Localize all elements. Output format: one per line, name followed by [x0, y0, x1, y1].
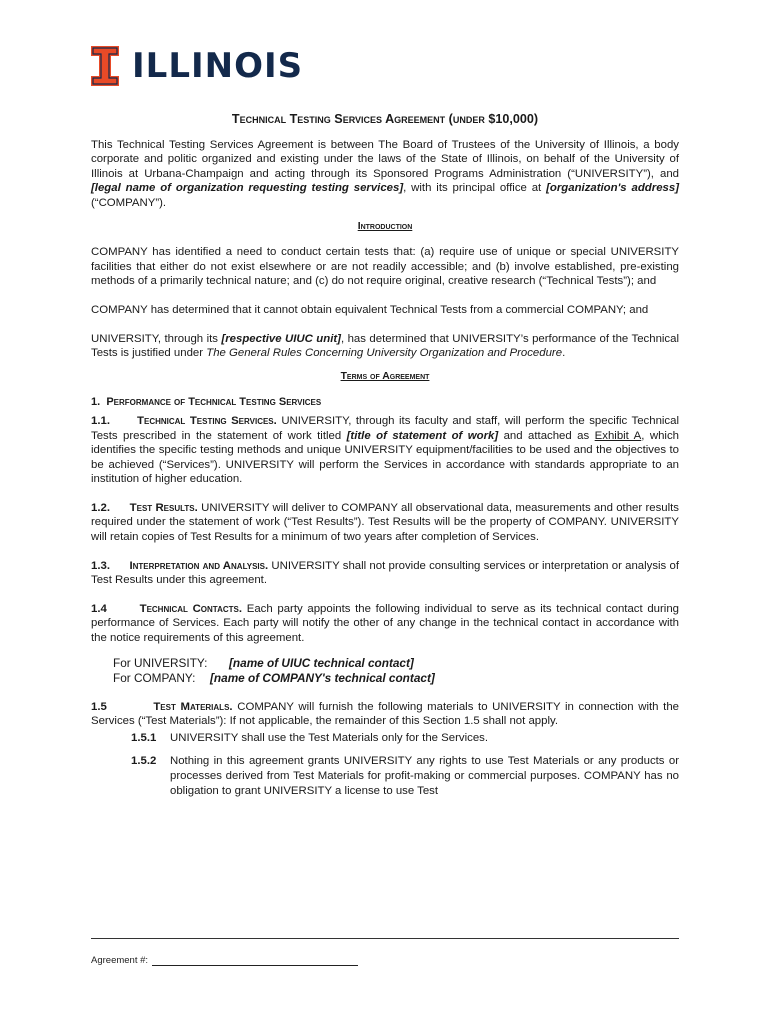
company-contact: For COMPANY: [name of COMPANY's technical contact] — [113, 670, 435, 685]
block-i-icon — [91, 46, 119, 86]
illinois-logo — [91, 46, 303, 86]
section-1-2: 1.2. Test Results. UNIVERSITY will deliver to COMPANY all observational data, measurements and other results required under the statement of work (“Test Results”). Test Results will be the property of COMPANY. UNIVERSITY will retain copies of Test Results for a minimum of two years after completion of Services. — [91, 501, 679, 544]
introduction-paragraph-2: COMPANY has determined that it cannot obtain equivalent Technical Tests from a commercial COMPANY; and — [91, 303, 649, 316]
exhibit-a-reference: Exhibit A — [594, 429, 642, 442]
section-1-1: 1.1. Technical Testing Services. UNIVERSITY, through its faculty and staff, will perform the specific Technical Tests prescribed in the statement of work titled [title of statement of work] and attached as Exhibit A, which identifies the specific testing methods and unique UNIVERSITY equipment/facilities to be used and the objectives to be achieved (“Services”). UNIVERSITY will perform the Services in accordance with standards appropriate to an institution of higher education. — [91, 414, 679, 486]
agreement-number-field[interactable] — [152, 965, 358, 966]
intro-paragraph: This Technical Testing Services Agreement is between The Board of Trustees of the University of Illinois, a body corporate and politic organized and existing under the laws of the State of Illinois, on behalf of the University of Illinois at Urbana-Champaign and acting through its Sponsored Programs Administration (“UNIVERSITY”), and [legal name of organization requesting testing services], with its principal office at [organization's address] (“COMPANY”). — [91, 138, 679, 209]
section-1-4: 1.4 Technical Contacts. Each party appoints the following individual to serve as its technical contact during performance of Services. Each party will notify the other of any change in the technical contact in accordance with the notice requirements of this agreement. — [91, 602, 680, 645]
footer — [91, 955, 358, 966]
section-1-5-1: 1.5.1 UNIVERSITY shall use the Test Materials only for the Services. — [131, 731, 489, 744]
org-address-placeholder: [organization's address] — [546, 182, 679, 195]
document-title: Technical Testing Services Agreement (under $10,000) — [231, 112, 539, 126]
section-1-5-2: 1.5.2 Nothing in this agreement grants UNIVERSITY any rights to use Test Materials or any products or processes derived from Test Materials for profit-making or commercial purposes. COMPANY has no obligation to grant UNIVERSITY a license to use Test — [131, 755, 679, 797]
general-rules-reference: The General Rules Concerning University Organization and Procedure — [206, 347, 563, 360]
sow-title-placeholder: [title of statement of work] — [346, 429, 499, 442]
company-contact-placeholder: [name of COMPANY's technical contact] — [210, 670, 435, 685]
terms-heading: Terms of Agreement — [340, 370, 430, 382]
section-1-heading: 1. Performance of Technical Testing Services — [91, 396, 322, 409]
section-1-3: 1.3. Interpretation and Analysis. UNIVERSITY shall not provide consulting services or interpretation or analysis of Test Results under this agreement. — [91, 559, 679, 587]
agreement-number-label: Agreement #: — [91, 955, 149, 966]
section-1-5: 1.5 Test Materials. COMPANY will furnish the following materials to UNIVERSITY in connection with the Services (“Test Materials”): If not applicable, the remainder of this Section 1.5 shall not apply. — [91, 700, 679, 728]
technical-contacts — [113, 656, 679, 686]
footer-divider — [91, 938, 679, 939]
introduction-paragraph-3: UNIVERSITY, through its [respective UIUC unit], has determined that UNIVERSITY’s performance of the Technical Tests is justified under The General Rules Concerning University Organization and Procedure. — [91, 332, 679, 360]
org-name-placeholder: [legal name of organization requesting testing services] — [91, 182, 404, 195]
uiuc-unit-placeholder: [respective UIUC unit] — [221, 332, 341, 345]
introduction-paragraph-1: COMPANY has identified a need to conduct certain tests that: (a) require use of unique or special UNIVERSITY facilities that either do not exist elsewhere or are not readily accessible; and (b) involve established, pre-existing methods of a primarily technical nature; and (c) do not require original, creative research (“Technical Tests”); and — [91, 246, 679, 288]
logo-wordmark: ILLINOIS — [132, 46, 304, 86]
uiuc-contact-placeholder: [name of UIUC technical contact] — [229, 655, 414, 670]
introduction-heading: Introduction — [357, 220, 413, 232]
document-body — [91, 112, 679, 798]
university-contact: For UNIVERSITY: [name of UIUC technical contact] — [113, 655, 414, 670]
